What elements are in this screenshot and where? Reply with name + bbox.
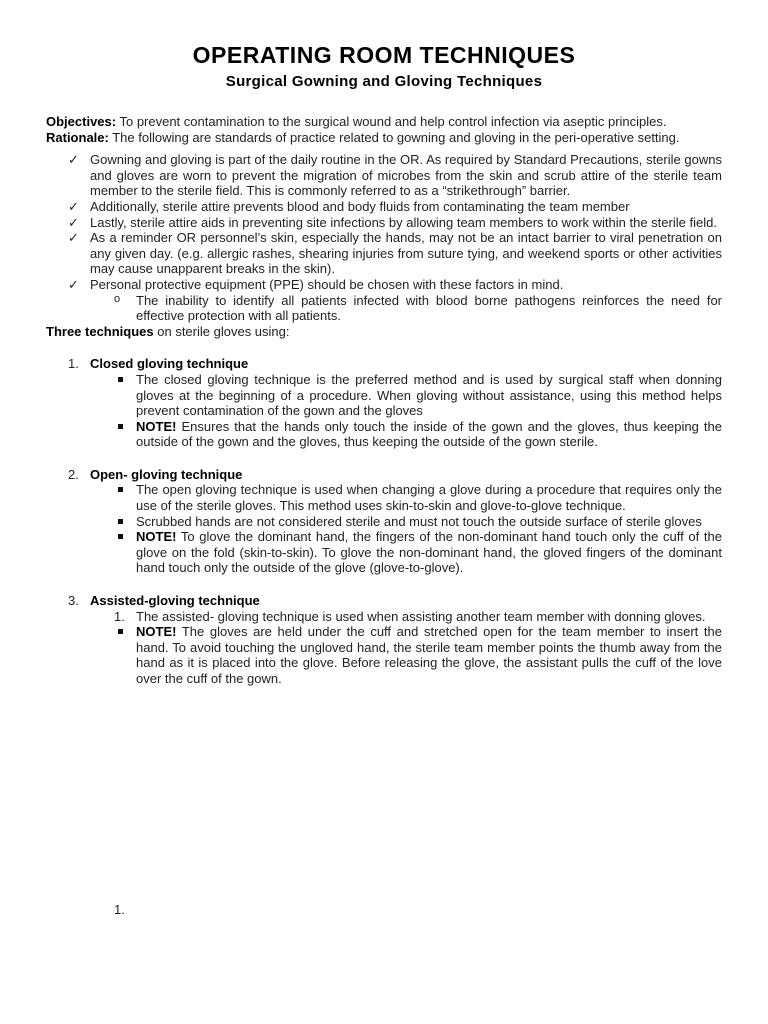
square-bullet-icon <box>118 629 123 634</box>
rationale-paragraph <box>46 130 722 146</box>
bullet-text: The open gloving technique is used when changing a glove during a procedure that requires only the use of the sterile gloves. This method uses skin-to-skin and glove-to-glove technique. <box>136 482 722 514</box>
checklist-subitem <box>90 293 722 324</box>
numbered-item-text: The assisted- gloving technique is used when assisting another team member with donning gloves. <box>136 608 706 624</box>
note-label: NOTE! <box>136 529 177 545</box>
section-heading <box>46 593 722 609</box>
rationale-text: The following are standards of practice related to gowning and gloving in the peri-operative setting. <box>108 129 680 145</box>
checklist-item-text: Gowning and gloving is part of the daily routine in the OR. As required by Standard Precautions, sterile gowns and gloves are worn to prevent the migration of microbes from the skin and scrub attire of the sterile team member to the sterile field. This is commonly referred to as a “strikethrough” barrier. <box>90 152 722 199</box>
checklist-item <box>46 230 722 277</box>
section-number: 2. <box>68 466 79 482</box>
circle-bullet-icon: o <box>114 292 121 305</box>
checklist-subitem-text: The inability to identify all patients infected with blood borne pathogens reinforces the need for effective protection with all patients. <box>136 292 722 324</box>
section-heading <box>46 356 722 372</box>
bullet-item <box>46 514 722 530</box>
checklist <box>46 152 722 324</box>
section-title: Closed gloving technique <box>90 356 249 372</box>
section-title: Assisted-gloving technique <box>90 593 260 609</box>
objectives-label: Objectives: <box>46 114 117 129</box>
checkmark-icon: ✓ <box>68 214 79 230</box>
section-number: 1. <box>68 356 79 372</box>
square-bullet-icon <box>118 519 123 524</box>
bullet-item <box>46 372 722 419</box>
bullet-item <box>46 624 722 686</box>
checklist-item <box>46 277 722 324</box>
bullet-item <box>46 419 722 450</box>
objectives-paragraph <box>46 114 722 130</box>
section-closed-gloving <box>46 356 722 450</box>
techniques-intro-text: on sterile gloves using: <box>153 323 290 339</box>
square-bullet-icon <box>118 377 123 382</box>
square-bullet-icon <box>118 487 123 492</box>
square-bullet-icon <box>118 424 123 429</box>
checklist-item-text: As a reminder OR personnel’s skin, especially the hands, may not be an intact barrier to viral penetration on any given day. (e.g. allergic rashes, shearing injuries from suture tying, and weekend sports or other activities may cause unapparent breaks in the skin). <box>90 230 722 277</box>
checkmark-icon: ✓ <box>68 198 79 214</box>
note-label: NOTE! <box>136 418 177 434</box>
page-title: OPERATING ROOM TECHNIQUES <box>192 42 576 68</box>
checklist-item <box>46 215 722 231</box>
trailing-list-number: 1. <box>114 902 125 917</box>
checkmark-icon: ✓ <box>68 276 79 292</box>
checklist-item-text: Lastly, sterile attire aids in preventing site infections by allowing team members to work within the sterile field. <box>90 214 717 230</box>
section-open-gloving <box>46 467 722 576</box>
bullet-text: To glove the dominant hand, the fingers of the non-dominant hand touch only the cuff of the glove on the fold (skin-to-skin). To glove the non-dominant hand, the gloved fingers of the dominant hand touch only the outside of the glove (glove-to-glove). <box>136 529 722 576</box>
note-label: NOTE! <box>136 624 177 640</box>
bullet-text: The gloves are held under the cuff and stretched open for the team member to insert the hand. To avoid touching the ungloved hand, the sterile team member points the thumb away from the hand as it is placed into the glove. Before releasing the glove, the assistant pulls the cuff of the love over the cuff of the gown. <box>136 624 722 686</box>
techniques-intro-bold: Three techniques <box>46 323 154 339</box>
section-heading <box>46 467 722 483</box>
checkmark-icon: ✓ <box>68 152 79 168</box>
bullet-item <box>46 482 722 513</box>
objectives-text: To prevent contamination to the surgical wound and help control infection via aseptic principles. <box>116 114 667 129</box>
bullet-text: Ensures that the hands only touch the inside of the gown and the gloves, thus keeping the outside of the gown and the gloves, thus keeping the outside of the gown sterile. <box>136 418 722 450</box>
square-bullet-icon <box>118 534 123 539</box>
rationale-label: Rationale: <box>46 129 109 145</box>
techniques-intro <box>46 324 722 340</box>
checkmark-icon: ✓ <box>68 230 79 246</box>
checklist-item <box>46 152 722 199</box>
item-number: 1. <box>114 608 125 624</box>
page-subtitle: Surgical Gowning and Gloving Techniques <box>225 73 543 90</box>
numbered-item <box>46 609 722 625</box>
section-title: Open- gloving technique <box>90 466 243 482</box>
checklist-item-text: Personal protective equipment (PPE) should be chosen with these factors in mind. <box>90 276 564 292</box>
section-assisted-gloving <box>46 593 722 687</box>
bullet-item <box>46 529 722 576</box>
checklist-item-text: Additionally, sterile attire prevents blood and body fluids from contaminating the team member <box>90 198 630 214</box>
checklist-item <box>46 199 722 215</box>
document-body <box>46 114 722 687</box>
section-number: 3. <box>68 593 79 609</box>
bullet-text: Scrubbed hands are not considered sterile and must not touch the outside surface of sterile gloves <box>136 513 702 529</box>
bullet-text: The closed gloving technique is the preferred method and is used by surgical staff when donning gloves at the beginning of a procedure. When gloving without assistance, using this method helps prevent contamination of the gown and the gloves <box>136 371 722 419</box>
